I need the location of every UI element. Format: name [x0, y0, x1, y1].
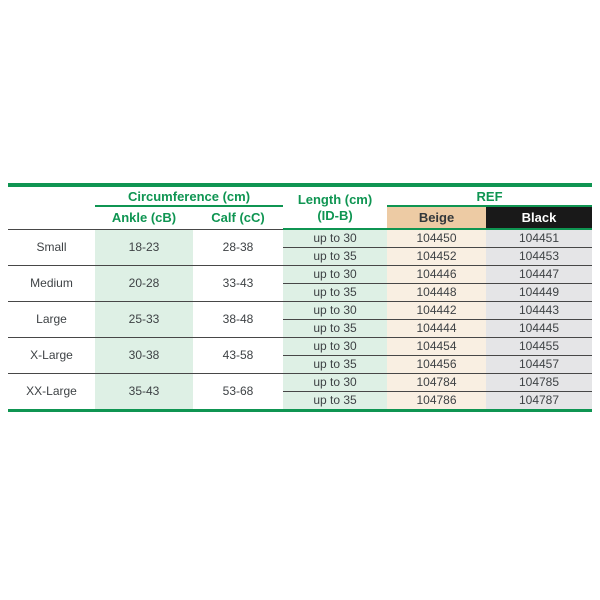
ankle-range-cell: 25-33 — [95, 302, 193, 338]
calf-range-cell: 43-58 — [193, 338, 283, 374]
ankle-range-cell: 18-23 — [95, 229, 193, 266]
ref-black-cell: 104455 — [486, 338, 592, 356]
length-cell: up to 35 — [283, 248, 387, 266]
length-cell: up to 30 — [283, 266, 387, 284]
table-row — [8, 229, 592, 248]
calf-range-cell: 28-38 — [193, 229, 283, 266]
ref-beige-cell: 104444 — [387, 320, 486, 338]
length-cell: up to 30 — [283, 302, 387, 320]
ref-beige-cell: 104446 — [387, 266, 486, 284]
ref-black-cell: 104445 — [486, 320, 592, 338]
calf-range-cell: 33-43 — [193, 266, 283, 302]
ref-black-cell: 104787 — [486, 392, 592, 411]
ref-black-cell: 104449 — [486, 284, 592, 302]
ref-beige-cell: 104786 — [387, 392, 486, 411]
ref-black-cell: 104785 — [486, 374, 592, 392]
size-cell: XX-Large — [8, 374, 95, 411]
ref-black-cell: 104453 — [486, 248, 592, 266]
length-column-header — [283, 185, 387, 229]
beige-column-header: Beige — [387, 206, 486, 229]
ref-black-cell: 104457 — [486, 356, 592, 374]
ankle-range-cell: 20-28 — [95, 266, 193, 302]
table-row — [8, 374, 592, 392]
table-header — [8, 185, 592, 229]
ref-beige-cell: 104456 — [387, 356, 486, 374]
size-cell: Small — [8, 229, 95, 266]
length-cell: up to 30 — [283, 338, 387, 356]
table-body — [8, 229, 592, 411]
ankle-column-header: Ankle (cB) — [95, 206, 193, 229]
table-row — [8, 266, 592, 284]
ref-beige-cell: 104442 — [387, 302, 486, 320]
table-row — [8, 338, 592, 356]
table-row — [8, 302, 592, 320]
ref-beige-cell: 104454 — [387, 338, 486, 356]
ref-black-cell: 104443 — [486, 302, 592, 320]
length-header-line1: Length (cm) — [297, 191, 373, 207]
calf-range-cell: 38-48 — [193, 302, 283, 338]
ankle-range-cell: 35-43 — [95, 374, 193, 411]
length-cell: up to 35 — [283, 284, 387, 302]
length-header-line2: (ID-B) — [317, 207, 353, 223]
circumference-group-header: Circumference (cm) — [95, 185, 283, 206]
ref-black-cell: 104451 — [486, 229, 592, 248]
sizing-table-panel — [8, 183, 592, 412]
ref-beige-cell: 104784 — [387, 374, 486, 392]
size-column-header — [8, 185, 95, 229]
sizing-table — [8, 183, 592, 412]
ref-group-header: REF — [387, 185, 592, 206]
size-cell: Large — [8, 302, 95, 338]
length-cell: up to 35 — [283, 320, 387, 338]
ref-beige-cell: 104448 — [387, 284, 486, 302]
size-cell: Medium — [8, 266, 95, 302]
length-cell: up to 35 — [283, 392, 387, 411]
length-cell: up to 35 — [283, 356, 387, 374]
calf-column-header: Calf (cC) — [193, 206, 283, 229]
length-cell: up to 30 — [283, 229, 387, 248]
ref-beige-cell: 104450 — [387, 229, 486, 248]
calf-range-cell: 53-68 — [193, 374, 283, 411]
ankle-range-cell: 30-38 — [95, 338, 193, 374]
header-group-row — [8, 185, 592, 206]
black-column-header: Black — [486, 206, 592, 229]
ref-black-cell: 104447 — [486, 266, 592, 284]
size-cell: X-Large — [8, 338, 95, 374]
length-cell: up to 30 — [283, 374, 387, 392]
ref-beige-cell: 104452 — [387, 248, 486, 266]
